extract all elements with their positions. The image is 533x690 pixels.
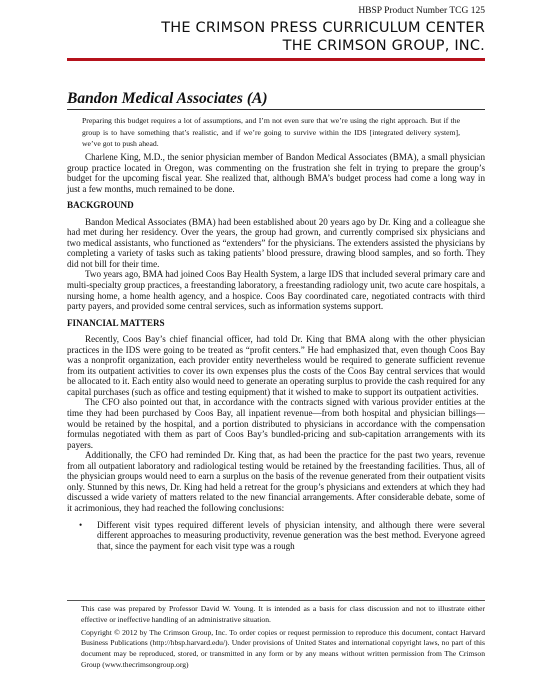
background-paragraph-1: Bandon Medical Associates (BMA) had been established about 20 years ago by Dr. King and a colleague she had met during her residency. Over the years, the group had grown, and currently comprised six physicians and two medical assistants, who functioned as “extenders” for the physicians. The extenders assisted the physicians by completing a variety of tasks such as taking patients’ blood pressure, drawing blood samples, and so forth. They did not bill for their time. — [67, 216, 485, 269]
press-center-line: THE CRIMSON PRESS CURRICULUM CENTER — [161, 20, 485, 36]
case-body — [67, 152, 485, 551]
section-heading-financial: FINANCIAL MATTERS — [67, 317, 165, 328]
epigraph-quote: Preparing this budget requires a lot of assumptions, and I’m not even sure that we’re using the right approach. But if the group is to have something that’s realistic, and if we’re going to survive within the IDS [integrated delivery system], we’ve got to push ahead. — [82, 116, 460, 149]
financial-paragraph-3: Additionally, the CFO had reminded Dr. King that, as had been the practice for the past two years, revenue from all outpatient laboratory and radiological testing would be retained by the freestanding facilities. Thus, all of the physician groups would need to earn a surplus on the basis of the revenue generated from their outpatient visits only. Stunned by this news, Dr. King had held a retreat for the group’s physicians and extenders at which they had discussed a wide variety of matters related to the new financial arrangements. After considerable debate, some of it acrimonious, they had reached the following conclusions: — [67, 450, 485, 513]
case-preparation-note: This case was prepared by Professor David W. Young. It is intended as a basis for class discussion and not to illustrate either effective or ineffective handling of an administrative situation. — [81, 604, 485, 624]
section-heading-background: BACKGROUND — [67, 200, 134, 211]
footer — [67, 604, 485, 671]
conclusion-text: Different visit types required different levels of physician intensity, and although there were several different approaches to measuring productivity, revenue generation was the best method. Everyone agreed that, since the payment for each visit type was a rough — [97, 519, 485, 551]
conclusions-list — [67, 520, 485, 552]
product-number: HBSP Product Number TCG 125 — [358, 6, 485, 16]
bullet-icon: • — [79, 519, 83, 530]
financial-paragraph-2: The CFO also pointed out that, in accordance with the contracts signed with various provider entities at the time they had been purchased by Coos Bay, all inpatient revenue—from both hospital and physician billings— would be retained by the hospital, and a portion distributed to physicians in accordance with the compensation formulas negotiated with them as part of Coos Bay’s bundled-pricing and sub-capitation arrangements with its payers. — [67, 397, 485, 450]
list-item — [79, 519, 485, 552]
copyright-notice: Copyright © 2012 by The Crimson Group, Inc. To order copies or request permission to reproduce this document, contact Harvard Business Publications (http://hbsp.harvard.edu/). Under provisions of United States and international copyright laws, no part of this document may be reproduced, stored, or transmitted in any form or by any means without written permission from The Crimson Group (www.thecrimsongroup.org) — [81, 627, 485, 669]
intro-paragraph: Charlene King, M.D., the senior physician member of Bandon Medical Associates (BMA), a small physician group practice located in Oregon, was commenting on the frustration she felt in trying to prepare the group’s budget for the upcoming fiscal year. She realized that, although BMA’s budget process had come a long way in just a few months, much remained to be done. — [67, 152, 485, 194]
case-title: Bandon Medical Associates (A) — [67, 90, 268, 107]
background-paragraph-2: Two years ago, BMA had joined Coos Bay Health System, a large IDS that included several primary care and multi-specialty group practices, a freestanding laboratory, a freestanding radiology unit, two acute care hospitals, a nursing home, a home health agency, and a hospice. Coos Bay coordinated care, negotiated contracts with third party payers, and provided some central services, such as information systems support. — [67, 269, 485, 312]
crimson-group-line: THE CRIMSON GROUP, INC. — [282, 38, 485, 54]
footer-rule — [67, 600, 485, 601]
header-red-rule — [67, 58, 485, 61]
financial-paragraph-1: Recently, Coos Bay’s chief financial officer, had told Dr. King that BMA along with the other physician practices in the IDS were going to be treated as “profit centers.” He had emphasized that, even though Coos Bay was a nonprofit organization, each provider entity nevertheless would be required to generate sufficient revenue from its outpatient activities to cover its own expenses plus the costs of the Coos Bay central services that would be allocated to it. Each entity also would need to generate an operating surplus to provide the cash required for any capital purchases (such as office and testing equipment) that it wished to make to support its outpatient activities. — [67, 334, 485, 397]
title-rule — [67, 109, 485, 110]
